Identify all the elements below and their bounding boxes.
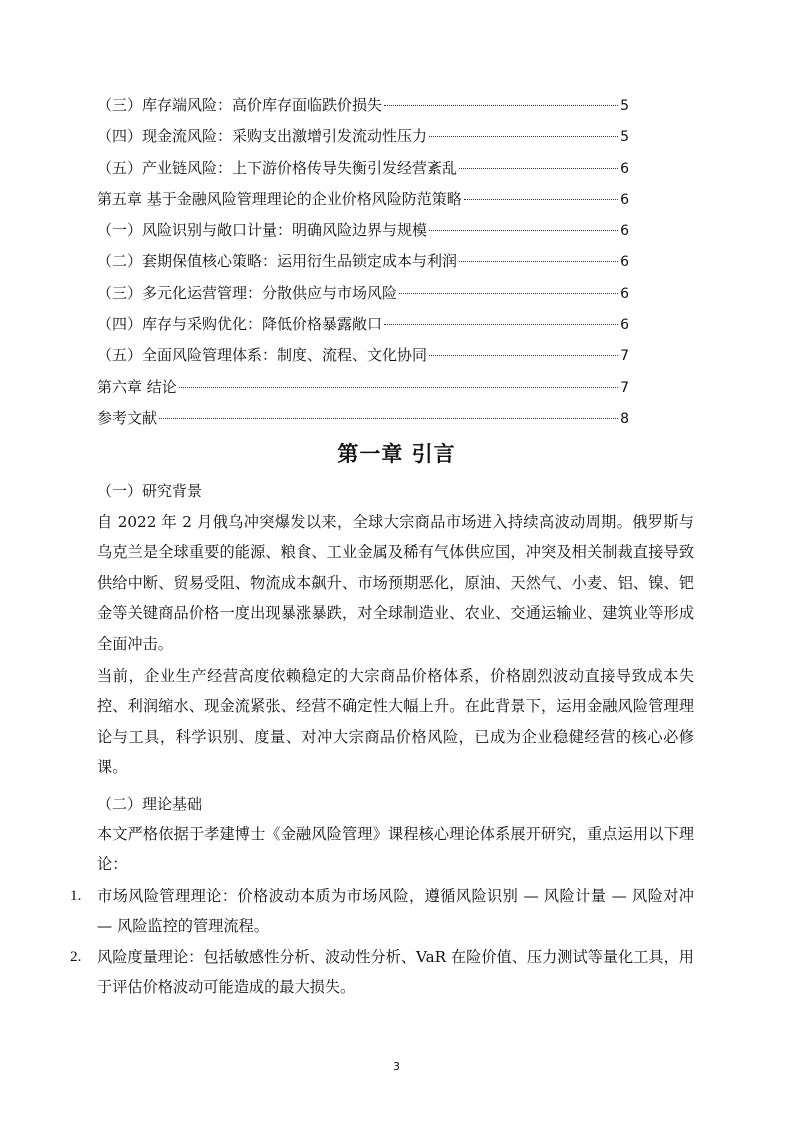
toc-entry[interactable] [97,250,629,281]
toc-entry[interactable] [97,188,629,219]
toc-entry-label: （四）现金流风险：采购支出激增引发流动性压力 [97,127,428,146]
toc-entry[interactable] [97,125,629,156]
toc-entry-label: 参考文献 [97,408,158,427]
toc-entry-page: 6 [620,223,629,240]
toc-leader-dots [159,418,618,419]
paragraph-background-1: 自 2022 年 2 月俄乌冲突爆发以来，全球大宗商品市场进入持续高波动周期。俄罗斯与乌克兰是全球重要的能源、粮食、工业金属及稀有气体供应国，冲突及相关制裁直接导致供给中断、贸易受阻、物流成本飙升、市场预期恶化，原油、天然气、小麦、铝、镍、钯金等关键商品价格一度出现暴涨暴跌，对全球制造业、农业、交通运输业、建筑业等形成全面冲击。 [97,513,694,653]
toc-leader-dots [384,324,618,325]
list-item-number: 2. [70,948,82,965]
toc-entry-page: 5 [620,129,629,146]
list-item [70,942,694,1003]
toc-entry-label: （三）库存端风险：高价库存面临跌价损失 [97,96,383,114]
toc-entry-page: 7 [620,379,629,396]
toc-entry[interactable] [97,219,629,250]
toc-entry-page: 6 [620,160,629,177]
list-item [70,881,694,942]
toc-leader-dots [429,355,618,356]
toc-entry-page: 6 [620,191,629,208]
toc-entry[interactable] [97,313,629,344]
toc-leader-dots [464,199,618,200]
toc-leader-dots [429,136,618,137]
list-item-text: 风险度量理论：包括敏感性分析、波动性分析、VaR 在险价值、压力测试等量化工具，用于评估价格波动可能造成的最大损失。 [97,948,694,997]
toc-entry-label: 第六章 结论 [97,377,177,396]
toc-entry-label: （一）风险识别与敞口计量：明确风险边界与规模 [97,221,428,240]
toc-entry[interactable] [97,407,629,438]
section-heading-background: （一）研究背景 [97,482,203,500]
toc-entry-label: （三）多元化运营管理：分散供应与市场风险 [97,283,398,302]
toc-entry-page: 6 [620,317,629,334]
toc-entry-page: 7 [620,348,629,365]
toc-leader-dots [399,293,618,294]
toc-entry-page: 8 [620,410,629,427]
toc-entry-label: （二）套期保值核心策略：运用衍生品锁定成本与利润 [97,252,458,271]
paragraph-background-2: 当前，企业生产经营高度依赖稳定的大宗商品价格体系，价格剧烈波动直接导致成本失控、利润缩水、现金流紧张、经营不确定性大幅上升。在此背景下，运用金融风险管理理论与工具，科学识别、度量、对冲大宗商品价格风险，已成为企业稳健经营的核心必修课。 [97,667,694,777]
toc-leader-dots [459,261,618,262]
page-number: 3 [393,1060,400,1073]
toc-entry-page: 6 [620,285,629,302]
toc-leader-dots [429,230,618,231]
toc-leader-dots [384,105,618,106]
toc-entry-page: 6 [620,254,629,271]
table-of-contents [97,94,629,438]
paragraph-theory-intro: 本文严格依据于孝建博士《金融风险管理》课程核心理论体系展开研究，重点运用以下理论： [97,825,694,874]
toc-leader-dots [459,168,618,169]
toc-entry[interactable] [97,94,629,125]
toc-entry[interactable] [97,344,629,375]
toc-entry-label: 第五章 基于金融风险管理理论的企业价格风险防范策略 [97,189,462,208]
toc-entry-label: （五）全面风险管理体系：制度、流程、文化协同 [97,346,428,365]
toc-entry-label: （五）产业链风险：上下游价格传导失衡引发经营紊乱 [97,158,458,177]
toc-leader-dots [179,387,618,388]
toc-entry[interactable] [97,157,629,188]
list-item-number: 1. [70,887,82,904]
chapter-title: 第一章 引言 [337,442,456,466]
toc-entry-page: 5 [620,98,629,114]
section-heading-theory: （二）理论基础 [97,795,203,813]
toc-entry[interactable] [97,376,629,407]
list-item-text: 市场风险管理理论：价格波动本质为市场风险，遵循风险识别 — 风险计量 — 风险对冲 — 风险监控的管理流程。 [97,887,694,936]
toc-entry[interactable] [97,282,629,313]
toc-entry-label: （四）库存与采购优化：降低价格暴露敞口 [97,315,383,334]
